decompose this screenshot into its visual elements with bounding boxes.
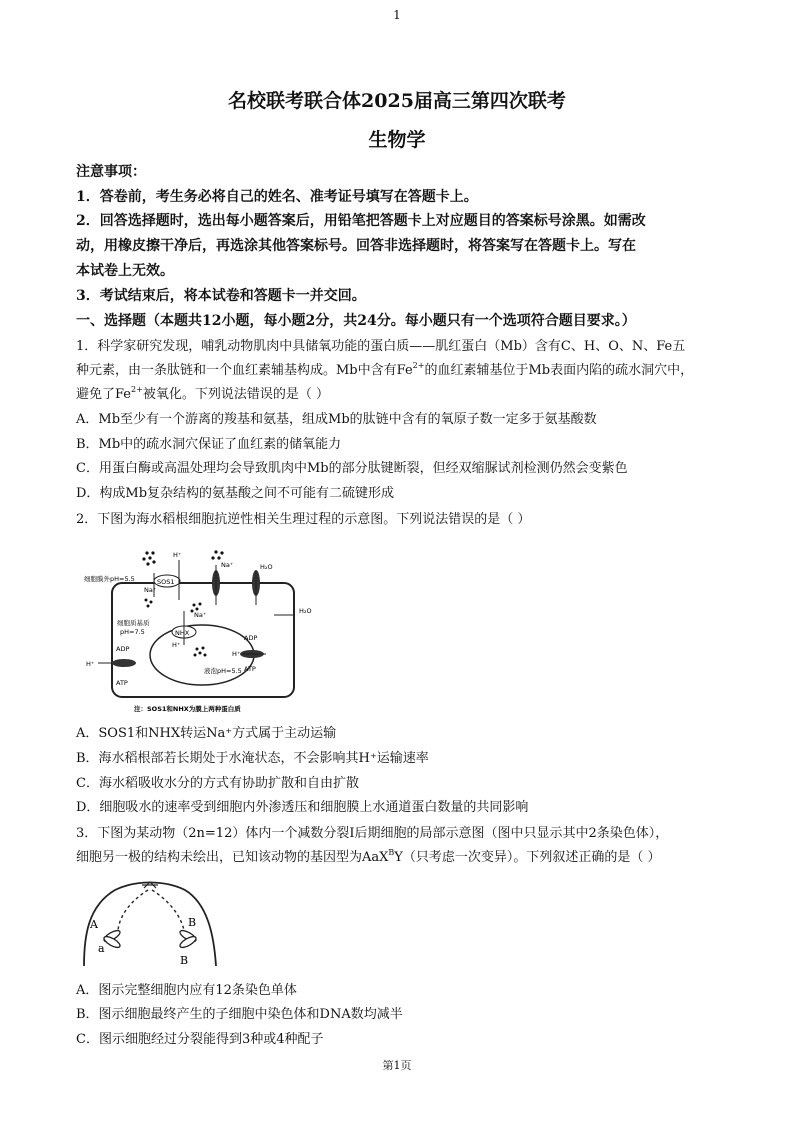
- q1-stem-line-3: 避免了$Fe^{2+}$被氧化。下列说法错误的是（ ）: [76, 385, 329, 402]
- q2-figure: [84, 545, 330, 715]
- page-footer: 第1页: [382, 1059, 412, 1072]
- q1-option-b: B．Mb中的疏水洞穴保证了血红素的储氧能力: [76, 437, 342, 452]
- na-dots-outside: [142, 550, 223, 565]
- q2-option-b: B．海水稻根部若长期处于水淹状态，不会影响其H⁺运输速率: [76, 751, 429, 766]
- notice-item-2-line-2: 动，用橡皮擦干净后，再选涂其他答案标号。回答非选择题时，将答案写在答题卡上。写在: [76, 238, 636, 254]
- sos1-label: SOS1: [157, 578, 175, 586]
- q1-stem-line-1: 1．科学家研究发现，哺乳动物肌肉中具储氧功能的蛋白质——肌红蛋白（Mb）含有C、H、O、N、Fe五: [76, 339, 686, 354]
- outside-ph-label: 细胞膜外pH=5.5: [84, 575, 135, 583]
- q1-option-c: C．用蛋白酶或高温处理均会导致肌肉中Mb的部分肽键断裂，但经双缩脲试剂检测仍然会变紫色: [76, 461, 628, 476]
- matrix-ph-label-2: pH=7.5: [120, 628, 145, 636]
- q2-stem: 2．下图为海水稻根细胞抗逆性相关生理过程的示意图。下列说法错误的是（ ）: [76, 512, 531, 527]
- q1-option-d: D．构成Mb复杂结构的氨基酸之间不可能有二硫键形成: [76, 486, 395, 501]
- q2-option-a: A．SOS1和NHX转运Na⁺方式属于主动运输: [76, 726, 337, 741]
- h2o-label-1: H₂O: [260, 563, 273, 571]
- na-label-2: Na⁺: [144, 586, 157, 594]
- gene-label-a: a: [98, 942, 105, 955]
- gene-label-A: A: [90, 918, 98, 931]
- q3-stem-line-2: 细胞另一极的结构未绘出，已知该动物的基因型为AaX$^B$Y（只考虑一次变异）。下列叙述正确的是（ ）: [76, 848, 661, 865]
- section-heading: 一、选择题（本题共12小题，每小题2分，共24分。每小题只有一个选项符合题目要求。）: [76, 313, 636, 329]
- h-label-3: H⁺: [86, 660, 95, 668]
- h-label-1: H⁺: [173, 551, 182, 559]
- na-label-1: Na⁺: [221, 561, 234, 569]
- gene-label-B-lower: B: [180, 954, 189, 967]
- na-dots-vacuole: [194, 647, 207, 657]
- exam-title: 名校联考联合体2025届高三第四次联考: [228, 90, 566, 112]
- q3-option-a: A．图示完整细胞内应有12条染色单体: [76, 983, 297, 998]
- h-label-4: H⁺: [232, 650, 241, 658]
- q3-option-c: C．图示细胞经过分裂能得到3种或4种配子: [76, 1032, 324, 1047]
- adp-label-2: ADP: [244, 634, 258, 642]
- exam-subject: 生物学: [368, 129, 426, 151]
- q3-stem-line-1: 3．下图为某动物（2n=12）体内一个减数分裂Ⅰ后期细胞的局部示意图（图中只显示其中2条染色体），: [76, 826, 669, 841]
- h-pump-left: [112, 659, 136, 667]
- notice-heading: 注意事项：: [76, 164, 146, 180]
- atp-label-1: ATP: [116, 679, 128, 687]
- adp-label-1: ADP: [116, 645, 130, 653]
- q2-option-c: C．海水稻吸收水分的方式有协助扩散和自由扩散: [76, 776, 359, 791]
- vacuole-ph-label: 液泡pH=5.5: [204, 667, 242, 675]
- q1-option-a: A．Mb至少有一个游离的羧基和氨基，组成Mb的肽链中含有的氧原子数一定多于氨基酸数: [76, 412, 597, 427]
- na-dots-matrix: [145, 599, 202, 613]
- notice-item-3: 3．考试结束后，将本试卷和答题卡一并交回。: [76, 288, 366, 304]
- atp-label-2: ATP: [244, 665, 256, 673]
- gene-label-B-upper: B: [188, 916, 197, 929]
- spindle-fiber-left: [118, 890, 148, 930]
- h2o-label-2: H₂O: [299, 607, 312, 615]
- figure-note: 注：SOS1和NHX为膜上两种蛋白质: [134, 705, 241, 713]
- cell-membrane: [112, 583, 294, 697]
- h-label-2: H⁺: [172, 641, 181, 649]
- chromosome-right: [178, 928, 197, 949]
- notice-item-1: 1．答卷前，考生务必将自己的姓名、准考证号填写在答题卡上。: [76, 189, 478, 205]
- chromosome-left: [102, 928, 121, 949]
- nhx-label: NHX: [175, 629, 190, 637]
- q2-option-d: D．细胞吸水的速率受到细胞内外渗透压和细胞膜上水通道蛋白数量的共同影响: [76, 800, 529, 815]
- notice-item-2-line-3: 本试卷上无效。: [76, 263, 174, 279]
- spindle-fiber-right: [152, 890, 184, 930]
- q3-figure: [80, 876, 220, 968]
- notice-item-2-line-1: 2．回答选择题时，选出每小题答案后，用铅笔把答题卡上对应题目的答案标号涂黑。如需改: [76, 213, 646, 229]
- q1-stem-line-2: 种元素，由一条肽链和一个血红素辅基构成。Mb中含有$Fe^{2+}$的血红素辅基位于Mb表面内陷的疏水洞穴中，: [76, 361, 694, 378]
- na-label-3: Na⁺: [194, 611, 207, 619]
- page-number-top: 1: [393, 8, 401, 22]
- matrix-ph-label-1: 细胞质基质: [117, 619, 150, 627]
- q3-option-b: B．图示细胞最终产生的子细胞中染色体和DNA数均减半: [76, 1007, 403, 1022]
